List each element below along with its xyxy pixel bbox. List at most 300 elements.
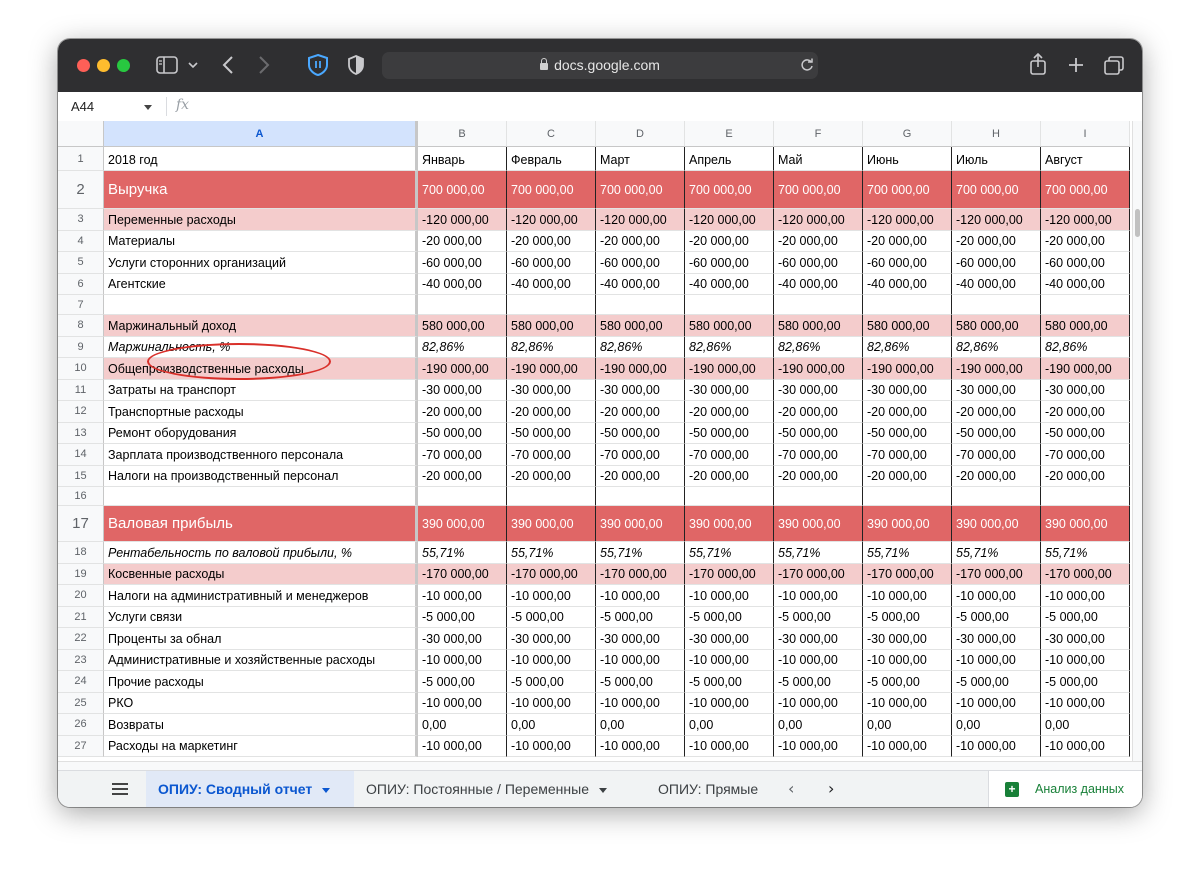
value-cell[interactable]: Январь [418, 147, 507, 171]
value-cell[interactable] [596, 295, 685, 315]
value-cell[interactable]: -20 000,00 [418, 231, 507, 253]
value-cell[interactable]: -10 000,00 [685, 693, 774, 715]
value-cell[interactable]: 580 000,00 [863, 315, 952, 337]
value-cell[interactable]: -190 000,00 [596, 358, 685, 380]
value-cell[interactable] [685, 487, 774, 506]
value-cell[interactable]: -10 000,00 [418, 736, 507, 758]
value-cell[interactable]: -5 000,00 [1041, 671, 1130, 693]
value-cell[interactable] [774, 487, 863, 506]
value-cell[interactable]: 0,00 [1041, 714, 1130, 736]
value-cell[interactable]: -40 000,00 [685, 274, 774, 296]
row-header[interactable]: 11 [58, 380, 104, 402]
forward-icon[interactable] [258, 56, 270, 74]
value-cell[interactable]: -5 000,00 [685, 607, 774, 629]
row-label-cell[interactable]: Выручка [104, 171, 418, 209]
value-cell[interactable]: -10 000,00 [1041, 650, 1130, 672]
tab-pryamye[interactable] [658, 771, 768, 807]
scroll-tabs-left-icon[interactable]: ‹ [788, 779, 795, 798]
value-cell[interactable]: -10 000,00 [863, 585, 952, 607]
row-label-cell[interactable]: Общепроизводственные расходы [104, 358, 418, 380]
value-cell[interactable]: 700 000,00 [418, 171, 507, 209]
spreadsheet-grid[interactable] [58, 121, 1132, 761]
value-cell[interactable]: -20 000,00 [685, 466, 774, 488]
value-cell[interactable]: -10 000,00 [596, 585, 685, 607]
value-cell[interactable]: 580 000,00 [596, 315, 685, 337]
value-cell[interactable]: -120 000,00 [507, 209, 596, 231]
value-cell[interactable]: -5 000,00 [507, 671, 596, 693]
value-cell[interactable]: -190 000,00 [863, 358, 952, 380]
value-cell[interactable]: -20 000,00 [1041, 401, 1130, 423]
row-header[interactable]: 21 [58, 607, 104, 629]
value-cell[interactable]: -70 000,00 [952, 444, 1041, 466]
value-cell[interactable]: -190 000,00 [774, 358, 863, 380]
row-label-cell[interactable]: Расходы на маркетинг [104, 736, 418, 758]
value-cell[interactable] [685, 295, 774, 315]
value-cell[interactable]: -30 000,00 [774, 380, 863, 402]
tab-postoyannye-peremennye[interactable] [366, 771, 646, 807]
value-cell[interactable]: -5 000,00 [685, 671, 774, 693]
value-cell[interactable]: -60 000,00 [685, 252, 774, 274]
value-cell[interactable] [863, 295, 952, 315]
value-cell[interactable]: -190 000,00 [418, 358, 507, 380]
value-cell[interactable]: Май [774, 147, 863, 171]
value-cell[interactable]: Март [596, 147, 685, 171]
value-cell[interactable]: -50 000,00 [507, 423, 596, 445]
value-cell[interactable]: -20 000,00 [507, 466, 596, 488]
value-cell[interactable] [418, 295, 507, 315]
value-cell[interactable]: -120 000,00 [596, 209, 685, 231]
row-header[interactable]: 5 [58, 252, 104, 274]
row-label-cell[interactable]: Прочие расходы [104, 671, 418, 693]
value-cell[interactable]: Июль [952, 147, 1041, 171]
value-cell[interactable]: 390 000,00 [1041, 506, 1130, 542]
value-cell[interactable]: -10 000,00 [685, 650, 774, 672]
value-cell[interactable]: -50 000,00 [596, 423, 685, 445]
value-cell[interactable]: -170 000,00 [863, 564, 952, 586]
value-cell[interactable]: -20 000,00 [952, 466, 1041, 488]
value-cell[interactable]: -30 000,00 [1041, 380, 1130, 402]
sidebar-icon[interactable] [156, 56, 178, 74]
value-cell[interactable]: -10 000,00 [863, 693, 952, 715]
value-cell[interactable]: 390 000,00 [507, 506, 596, 542]
value-cell[interactable]: 700 000,00 [863, 171, 952, 209]
reload-icon[interactable] [800, 58, 814, 72]
value-cell[interactable]: -170 000,00 [596, 564, 685, 586]
value-cell[interactable]: -30 000,00 [1041, 628, 1130, 650]
name-box[interactable]: A44 [71, 99, 95, 114]
value-cell[interactable]: Апрель [685, 147, 774, 171]
value-cell[interactable]: -60 000,00 [507, 252, 596, 274]
value-cell[interactable]: -5 000,00 [863, 671, 952, 693]
column-header-f[interactable]: F [774, 121, 863, 147]
value-cell[interactable]: -10 000,00 [685, 736, 774, 758]
value-cell[interactable]: -70 000,00 [596, 444, 685, 466]
row-header[interactable]: 27 [58, 736, 104, 758]
value-cell[interactable]: 55,71% [507, 542, 596, 564]
explore-button[interactable] [988, 771, 1142, 807]
value-cell[interactable]: -60 000,00 [596, 252, 685, 274]
column-header-h[interactable]: H [952, 121, 1041, 147]
value-cell[interactable]: -5 000,00 [952, 607, 1041, 629]
value-cell[interactable]: Август [1041, 147, 1130, 171]
value-cell[interactable]: -50 000,00 [774, 423, 863, 445]
row-label-cell[interactable]: Проценты за обнал [104, 628, 418, 650]
value-cell[interactable]: -120 000,00 [952, 209, 1041, 231]
minimize-window-button[interactable] [97, 59, 110, 72]
value-cell[interactable]: -30 000,00 [507, 628, 596, 650]
row-label-cell[interactable]: Ремонт оборудования [104, 423, 418, 445]
row-label-cell[interactable]: 2018 год [104, 147, 418, 171]
row-header[interactable]: 10 [58, 358, 104, 380]
value-cell[interactable]: -50 000,00 [1041, 423, 1130, 445]
value-cell[interactable] [1041, 295, 1130, 315]
value-cell[interactable]: -190 000,00 [685, 358, 774, 380]
row-label-cell[interactable]: Налоги на производственный персонал [104, 466, 418, 488]
value-cell[interactable]: 700 000,00 [774, 171, 863, 209]
value-cell[interactable]: -10 000,00 [507, 650, 596, 672]
row-header[interactable]: 19 [58, 564, 104, 586]
value-cell[interactable]: -20 000,00 [685, 401, 774, 423]
new-tab-icon[interactable] [1068, 57, 1084, 73]
value-cell[interactable]: -10 000,00 [952, 693, 1041, 715]
value-cell[interactable]: Июнь [863, 147, 952, 171]
value-cell[interactable]: 55,71% [952, 542, 1041, 564]
value-cell[interactable]: -120 000,00 [774, 209, 863, 231]
value-cell[interactable]: -30 000,00 [418, 628, 507, 650]
row-header[interactable]: 16 [58, 487, 104, 506]
row-header[interactable]: 14 [58, 444, 104, 466]
value-cell[interactable]: -50 000,00 [952, 423, 1041, 445]
privacy-icon[interactable] [348, 55, 364, 75]
value-cell[interactable]: 700 000,00 [1041, 171, 1130, 209]
value-cell[interactable]: 700 000,00 [507, 171, 596, 209]
value-cell[interactable]: -40 000,00 [596, 274, 685, 296]
value-cell[interactable]: -5 000,00 [596, 671, 685, 693]
row-label-cell[interactable]: Агентские [104, 274, 418, 296]
value-cell[interactable]: 0,00 [952, 714, 1041, 736]
value-cell[interactable]: 580 000,00 [418, 315, 507, 337]
value-cell[interactable]: -40 000,00 [952, 274, 1041, 296]
value-cell[interactable]: -120 000,00 [418, 209, 507, 231]
row-header[interactable]: 22 [58, 628, 104, 650]
value-cell[interactable]: -20 000,00 [418, 401, 507, 423]
row-header[interactable]: 3 [58, 209, 104, 231]
value-cell[interactable]: 0,00 [685, 714, 774, 736]
row-header[interactable]: 4 [58, 231, 104, 253]
value-cell[interactable]: -5 000,00 [1041, 607, 1130, 629]
value-cell[interactable]: 390 000,00 [418, 506, 507, 542]
value-cell[interactable]: 82,86% [418, 337, 507, 359]
value-cell[interactable]: 0,00 [418, 714, 507, 736]
value-cell[interactable]: -60 000,00 [1041, 252, 1130, 274]
value-cell[interactable]: -10 000,00 [863, 650, 952, 672]
row-header[interactable]: 26 [58, 714, 104, 736]
value-cell[interactable]: -30 000,00 [863, 380, 952, 402]
row-header[interactable]: 2 [58, 171, 104, 209]
value-cell[interactable]: 390 000,00 [596, 506, 685, 542]
value-cell[interactable]: -10 000,00 [774, 693, 863, 715]
row-header[interactable]: 12 [58, 401, 104, 423]
name-box-dropdown-icon[interactable] [144, 105, 152, 110]
value-cell[interactable]: -20 000,00 [774, 466, 863, 488]
value-cell[interactable] [507, 487, 596, 506]
tabs-icon[interactable] [1104, 56, 1124, 76]
value-cell[interactable]: 0,00 [507, 714, 596, 736]
row-header[interactable]: 25 [58, 693, 104, 715]
value-cell[interactable]: -10 000,00 [507, 693, 596, 715]
value-cell[interactable]: -20 000,00 [596, 466, 685, 488]
value-cell[interactable]: -20 000,00 [952, 401, 1041, 423]
row-header[interactable]: 18 [58, 542, 104, 564]
value-cell[interactable]: -70 000,00 [863, 444, 952, 466]
chevron-down-icon[interactable] [188, 62, 198, 69]
value-cell[interactable]: 700 000,00 [952, 171, 1041, 209]
row-label-cell[interactable]: Валовая прибыль [104, 506, 418, 542]
value-cell[interactable]: 580 000,00 [685, 315, 774, 337]
value-cell[interactable]: 82,86% [685, 337, 774, 359]
row-header[interactable]: 17 [58, 506, 104, 542]
value-cell[interactable]: -60 000,00 [774, 252, 863, 274]
value-cell[interactable]: 82,86% [774, 337, 863, 359]
scroll-tabs-right-icon[interactable]: › [828, 779, 835, 798]
row-label-cell[interactable]: Услуги сторонних организаций [104, 252, 418, 274]
value-cell[interactable]: -30 000,00 [774, 628, 863, 650]
row-header[interactable]: 24 [58, 671, 104, 693]
value-cell[interactable]: -20 000,00 [685, 231, 774, 253]
value-cell[interactable]: 55,71% [774, 542, 863, 564]
value-cell[interactable]: -170 000,00 [418, 564, 507, 586]
value-cell[interactable]: Февраль [507, 147, 596, 171]
value-cell[interactable]: 82,86% [1041, 337, 1130, 359]
value-cell[interactable]: -40 000,00 [863, 274, 952, 296]
value-cell[interactable]: -10 000,00 [418, 693, 507, 715]
value-cell[interactable]: 700 000,00 [685, 171, 774, 209]
column-header-g[interactable]: G [863, 121, 952, 147]
value-cell[interactable]: 55,71% [863, 542, 952, 564]
value-cell[interactable]: 55,71% [418, 542, 507, 564]
value-cell[interactable]: 82,86% [596, 337, 685, 359]
value-cell[interactable]: 55,71% [1041, 542, 1130, 564]
row-label-cell[interactable]: Маржинальность, % [104, 337, 418, 359]
value-cell[interactable]: 55,71% [596, 542, 685, 564]
value-cell[interactable]: 390 000,00 [952, 506, 1041, 542]
value-cell[interactable]: -5 000,00 [952, 671, 1041, 693]
value-cell[interactable]: -20 000,00 [418, 466, 507, 488]
value-cell[interactable]: 580 000,00 [952, 315, 1041, 337]
close-window-button[interactable] [77, 59, 90, 72]
row-label-cell[interactable]: Транспортные расходы [104, 401, 418, 423]
value-cell[interactable]: -170 000,00 [685, 564, 774, 586]
value-cell[interactable]: -5 000,00 [596, 607, 685, 629]
row-label-cell[interactable]: Рентабельность по валовой прибыли, % [104, 542, 418, 564]
value-cell[interactable]: -10 000,00 [952, 736, 1041, 758]
value-cell[interactable]: -20 000,00 [774, 231, 863, 253]
column-header-a[interactable]: A [104, 121, 418, 147]
value-cell[interactable]: -190 000,00 [1041, 358, 1130, 380]
row-header[interactable]: 15 [58, 466, 104, 488]
value-cell[interactable]: -170 000,00 [1041, 564, 1130, 586]
value-cell[interactable] [596, 487, 685, 506]
column-header-c[interactable]: C [507, 121, 596, 147]
value-cell[interactable]: -170 000,00 [507, 564, 596, 586]
row-header[interactable]: 6 [58, 274, 104, 296]
value-cell[interactable]: -50 000,00 [685, 423, 774, 445]
value-cell[interactable]: -20 000,00 [952, 231, 1041, 253]
row-header[interactable]: 13 [58, 423, 104, 445]
value-cell[interactable]: -5 000,00 [418, 607, 507, 629]
row-label-cell[interactable]: Возвраты [104, 714, 418, 736]
value-cell[interactable]: -10 000,00 [596, 650, 685, 672]
value-cell[interactable] [952, 487, 1041, 506]
value-cell[interactable] [952, 295, 1041, 315]
value-cell[interactable]: -60 000,00 [418, 252, 507, 274]
value-cell[interactable]: -30 000,00 [596, 380, 685, 402]
value-cell[interactable]: -50 000,00 [418, 423, 507, 445]
back-icon[interactable] [222, 56, 234, 74]
row-header[interactable]: 8 [58, 315, 104, 337]
value-cell[interactable]: -30 000,00 [685, 380, 774, 402]
value-cell[interactable]: -10 000,00 [685, 585, 774, 607]
value-cell[interactable]: -70 000,00 [1041, 444, 1130, 466]
value-cell[interactable]: 700 000,00 [596, 171, 685, 209]
value-cell[interactable]: -10 000,00 [1041, 736, 1130, 758]
value-cell[interactable]: -50 000,00 [863, 423, 952, 445]
select-all-corner[interactable] [58, 121, 104, 147]
all-sheets-menu-icon[interactable] [112, 783, 128, 795]
value-cell[interactable]: -20 000,00 [863, 401, 952, 423]
value-cell[interactable]: -10 000,00 [418, 585, 507, 607]
row-label-cell[interactable]: Затраты на транспорт [104, 380, 418, 402]
value-cell[interactable]: 82,86% [507, 337, 596, 359]
value-cell[interactable]: -40 000,00 [507, 274, 596, 296]
zoom-window-button[interactable] [117, 59, 130, 72]
value-cell[interactable]: 580 000,00 [774, 315, 863, 337]
row-label-cell[interactable]: Маржинальный доход [104, 315, 418, 337]
value-cell[interactable]: -10 000,00 [774, 585, 863, 607]
row-header[interactable]: 9 [58, 337, 104, 359]
value-cell[interactable]: -30 000,00 [596, 628, 685, 650]
address-bar[interactable] [382, 52, 818, 79]
value-cell[interactable]: -10 000,00 [863, 736, 952, 758]
column-header-i[interactable]: I [1041, 121, 1130, 147]
value-cell[interactable]: 82,86% [952, 337, 1041, 359]
value-cell[interactable]: -70 000,00 [418, 444, 507, 466]
chevron-down-icon[interactable] [322, 788, 330, 793]
value-cell[interactable]: 390 000,00 [774, 506, 863, 542]
value-cell[interactable]: -70 000,00 [685, 444, 774, 466]
value-cell[interactable]: -70 000,00 [774, 444, 863, 466]
value-cell[interactable]: -10 000,00 [596, 736, 685, 758]
value-cell[interactable] [418, 487, 507, 506]
value-cell[interactable]: -30 000,00 [952, 380, 1041, 402]
value-cell[interactable]: -5 000,00 [774, 607, 863, 629]
value-cell[interactable] [774, 295, 863, 315]
row-label-cell[interactable]: Переменные расходы [104, 209, 418, 231]
chevron-down-icon[interactable] [599, 788, 607, 793]
value-cell[interactable]: -170 000,00 [952, 564, 1041, 586]
value-cell[interactable]: -10 000,00 [507, 736, 596, 758]
value-cell[interactable]: -30 000,00 [863, 628, 952, 650]
value-cell[interactable]: -20 000,00 [1041, 466, 1130, 488]
column-header-d[interactable]: D [596, 121, 685, 147]
value-cell[interactable]: -5 000,00 [774, 671, 863, 693]
value-cell[interactable]: -10 000,00 [774, 650, 863, 672]
row-label-cell[interactable]: РКО [104, 693, 418, 715]
row-label-cell[interactable]: Услуги связи [104, 607, 418, 629]
value-cell[interactable]: -20 000,00 [863, 466, 952, 488]
value-cell[interactable]: -10 000,00 [1041, 585, 1130, 607]
scroll-thumb[interactable] [1135, 209, 1140, 237]
value-cell[interactable]: -60 000,00 [952, 252, 1041, 274]
value-cell[interactable]: -20 000,00 [596, 231, 685, 253]
share-icon[interactable] [1030, 53, 1046, 75]
value-cell[interactable]: -30 000,00 [952, 628, 1041, 650]
value-cell[interactable]: 82,86% [863, 337, 952, 359]
shield-icon[interactable] [308, 54, 328, 76]
value-cell[interactable]: -20 000,00 [1041, 231, 1130, 253]
row-label-cell[interactable]: Зарплата производственного персонала [104, 444, 418, 466]
value-cell[interactable]: -120 000,00 [863, 209, 952, 231]
value-cell[interactable]: -10 000,00 [774, 736, 863, 758]
value-cell[interactable]: -40 000,00 [1041, 274, 1130, 296]
row-label-cell[interactable] [104, 487, 418, 506]
value-cell[interactable] [863, 487, 952, 506]
value-cell[interactable]: -20 000,00 [507, 231, 596, 253]
value-cell[interactable]: 0,00 [863, 714, 952, 736]
row-header[interactable]: 7 [58, 295, 104, 315]
value-cell[interactable]: -120 000,00 [1041, 209, 1130, 231]
value-cell[interactable]: -5 000,00 [507, 607, 596, 629]
value-cell[interactable]: 580 000,00 [1041, 315, 1130, 337]
value-cell[interactable]: -30 000,00 [507, 380, 596, 402]
value-cell[interactable]: 0,00 [774, 714, 863, 736]
value-cell[interactable]: -60 000,00 [863, 252, 952, 274]
value-cell[interactable]: -120 000,00 [685, 209, 774, 231]
value-cell[interactable]: -190 000,00 [952, 358, 1041, 380]
value-cell[interactable]: -30 000,00 [685, 628, 774, 650]
value-cell[interactable]: -20 000,00 [863, 231, 952, 253]
row-label-cell[interactable]: Административные и хозяйственные расходы [104, 650, 418, 672]
value-cell[interactable]: -40 000,00 [418, 274, 507, 296]
value-cell[interactable]: -10 000,00 [1041, 693, 1130, 715]
value-cell[interactable]: -10 000,00 [507, 585, 596, 607]
value-cell[interactable]: -20 000,00 [596, 401, 685, 423]
value-cell[interactable]: -10 000,00 [952, 585, 1041, 607]
value-cell[interactable] [507, 295, 596, 315]
row-header[interactable]: 1 [58, 147, 104, 171]
row-label-cell[interactable]: Материалы [104, 231, 418, 253]
value-cell[interactable]: -30 000,00 [418, 380, 507, 402]
value-cell[interactable]: -70 000,00 [507, 444, 596, 466]
value-cell[interactable]: 390 000,00 [863, 506, 952, 542]
column-header-e[interactable]: E [685, 121, 774, 147]
value-cell[interactable]: 580 000,00 [507, 315, 596, 337]
value-cell[interactable]: -20 000,00 [507, 401, 596, 423]
value-cell[interactable]: -170 000,00 [774, 564, 863, 586]
value-cell[interactable]: 55,71% [685, 542, 774, 564]
row-header[interactable]: 20 [58, 585, 104, 607]
value-cell[interactable]: -10 000,00 [596, 693, 685, 715]
row-header[interactable]: 23 [58, 650, 104, 672]
column-header-b[interactable]: B [418, 121, 507, 147]
value-cell[interactable] [1041, 487, 1130, 506]
vertical-scrollbar[interactable] [1132, 121, 1142, 761]
value-cell[interactable]: 0,00 [596, 714, 685, 736]
value-cell[interactable]: -10 000,00 [418, 650, 507, 672]
row-label-cell[interactable] [104, 295, 418, 315]
value-cell[interactable]: -10 000,00 [952, 650, 1041, 672]
value-cell[interactable]: -5 000,00 [418, 671, 507, 693]
